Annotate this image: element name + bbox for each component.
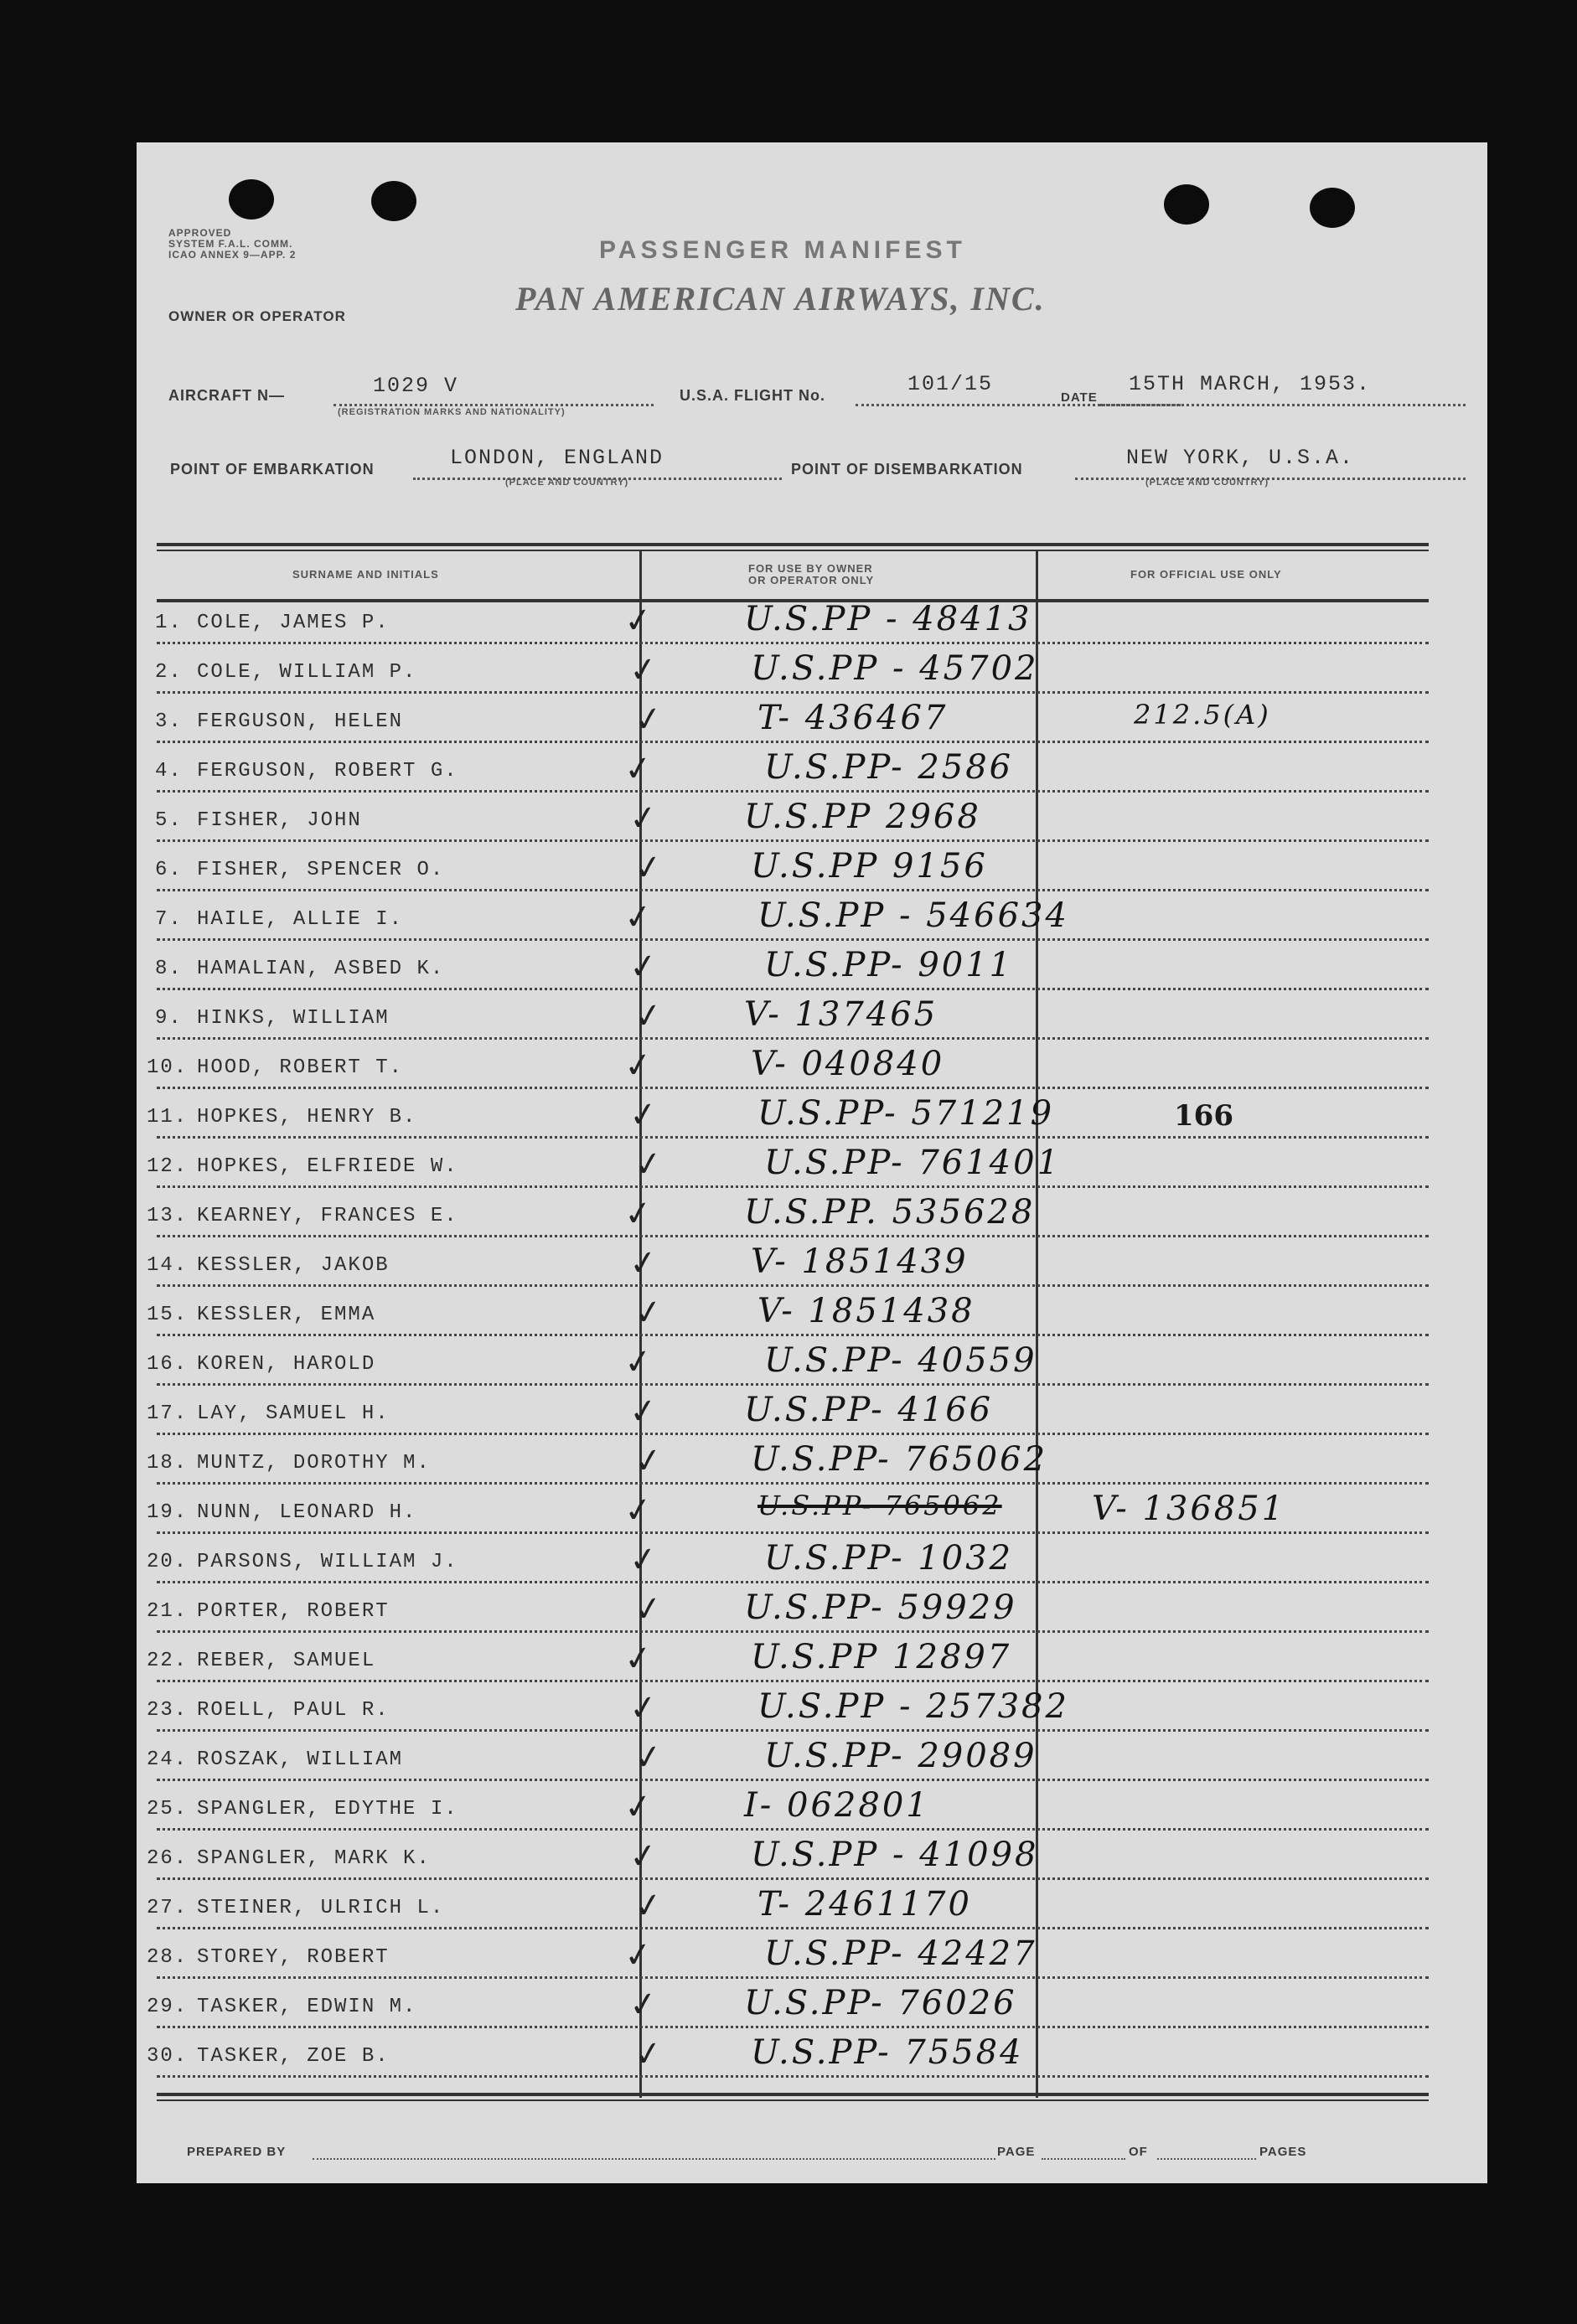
aircraft-sub: (REGISTRATION MARKS AND NATIONALITY)	[338, 407, 566, 417]
flight-value: 101/15	[907, 372, 994, 396]
row-rule	[157, 2075, 1429, 2078]
row-number: 27.	[147, 1897, 189, 1919]
passenger-name: FERGUSON, ROBERT G.	[197, 760, 458, 782]
checkmark-icon: ✓	[631, 1588, 665, 1631]
punch-hole	[371, 181, 416, 221]
row-rule	[157, 1136, 1429, 1139]
passenger-name: HOOD, ROBERT T.	[197, 1056, 404, 1079]
passport-number: U.S.PP - 41098	[751, 1836, 1039, 1874]
passport-number: U.S.PP- 40559	[764, 1341, 1037, 1380]
passport-number: V- 137465	[744, 995, 938, 1034]
passport-number: U.S.PP - 546634	[757, 896, 1069, 935]
punch-hole	[1310, 188, 1355, 228]
passenger-name: HAILE, ALLIE I.	[197, 908, 404, 931]
checkmark-icon: ✓	[621, 1192, 655, 1236]
company-name: PAN AMERICAN AIRWAYS, INC.	[515, 280, 1046, 318]
passport-number: U.S.PP- 1032	[764, 1539, 1014, 1578]
row-number: 29.	[147, 1996, 189, 2018]
checkmark-icon: ✓	[621, 1340, 655, 1384]
official-note: 212.5(A)	[1134, 699, 1271, 731]
row-rule	[157, 642, 1429, 644]
pages-label: PAGES	[1259, 2145, 1307, 2159]
checkmark-icon: ✓	[626, 1686, 660, 1730]
passenger-name: REBER, SAMUEL	[197, 1650, 376, 1672]
checkmark-icon: ✓	[621, 1044, 655, 1087]
passport-number: U.S.PP - 257382	[757, 1687, 1069, 1726]
passenger-name: STEINER, ULRICH L.	[197, 1897, 445, 1919]
row-rule	[157, 839, 1429, 842]
passport-number: V- 1851438	[757, 1292, 975, 1330]
checkmark-icon: ✓	[621, 1934, 655, 1977]
form-title: PASSENGER MANIFEST	[599, 236, 966, 264]
row-number: 22.	[147, 1650, 189, 1672]
row-rule	[157, 1235, 1429, 1237]
disembark-value: NEW YORK, U.S.A.	[1126, 446, 1355, 470]
passenger-name: ROELL, PAUL R.	[197, 1699, 390, 1722]
row-rule	[157, 1581, 1429, 1583]
passenger-name: COLE, WILLIAM P.	[197, 661, 417, 684]
punch-hole	[1164, 184, 1209, 225]
row-rule	[157, 790, 1429, 793]
row-number: 10.	[147, 1056, 189, 1079]
aircraft-label: AIRCRAFT N—	[168, 387, 285, 404]
checkmark-icon: ✓	[631, 1439, 665, 1483]
passport-number: T- 436467	[757, 699, 949, 737]
checkmark-icon: ✓	[631, 1291, 665, 1335]
passenger-name: PARSONS, WILLIAM J.	[197, 1551, 458, 1573]
checkmark-icon: ✓	[626, 1538, 660, 1582]
of-label: OF	[1129, 2145, 1148, 2159]
checkmark-icon: ✓	[621, 747, 655, 791]
passenger-name: KESSLER, EMMA	[197, 1304, 376, 1326]
checkmark-icon: ✓	[621, 1637, 655, 1681]
embark-sub: (PLACE AND COUNTRY)	[505, 478, 629, 488]
date-label: DATE	[1061, 390, 1098, 405]
row-rule	[157, 1729, 1429, 1732]
checkmark-icon: ✓	[631, 698, 665, 741]
checkmark-icon: ✓	[626, 1242, 660, 1285]
passport-number: U.S.PP- 42427	[764, 1934, 1037, 1973]
row-number: 4.	[155, 760, 183, 782]
passenger-name: MUNTZ, DOROTHY M.	[197, 1452, 431, 1474]
passenger-name: KOREN, HAROLD	[197, 1353, 376, 1376]
passenger-name: HAMALIAN, ASBED K.	[197, 958, 445, 980]
passenger-name: COLE, JAMES P.	[197, 612, 390, 634]
checkmark-icon: ✓	[626, 648, 660, 692]
row-number: 30.	[147, 2045, 189, 2068]
official-note: V- 136851	[1092, 1490, 1286, 1528]
passport-number: U.S.PP- 4166	[744, 1391, 994, 1429]
checkmark-icon: ✓	[626, 945, 660, 989]
row-number: 6.	[155, 859, 183, 881]
passenger-name: FISHER, SPENCER O.	[197, 859, 445, 881]
passenger-name: KEARNEY, FRANCES E.	[197, 1205, 458, 1227]
checkmark-icon: ✓	[631, 2032, 665, 2076]
column-header-surname: SURNAME AND INITIALS	[292, 568, 439, 581]
checkmark-icon: ✓	[626, 1983, 660, 2027]
official-note: 166	[1174, 1099, 1233, 1133]
row-number: 26.	[147, 1847, 189, 1870]
row-rule	[157, 1433, 1429, 1435]
row-number: 24.	[147, 1748, 189, 1771]
passenger-name: TASKER, ZOE B.	[197, 2045, 390, 2068]
checkmark-icon: ✓	[621, 599, 655, 643]
row-number: 18.	[147, 1452, 189, 1474]
passenger-name: HOPKES, HENRY B.	[197, 1106, 417, 1128]
checkmark-icon: ✓	[631, 994, 665, 1038]
date-value: 15TH MARCH, 1953.	[1129, 372, 1372, 396]
passport-number: U.S.PP- 59929	[744, 1588, 1017, 1627]
manifest-sheet	[137, 142, 1487, 2183]
passport-number: U.S.PP- 76026	[744, 1984, 1017, 2022]
row-number: 12.	[147, 1155, 189, 1178]
passport-number: U.S.PP- 75584	[751, 2033, 1024, 2072]
row-number: 20.	[147, 1551, 189, 1573]
checkmark-icon: ✓	[621, 896, 655, 939]
checkmark-icon: ✓	[631, 1143, 665, 1186]
row-rule	[157, 1284, 1429, 1287]
checkmark-icon: ✓	[626, 1093, 660, 1137]
checkmark-icon: ✓	[626, 797, 660, 840]
page-label: PAGE	[997, 2145, 1036, 2159]
row-number: 28.	[147, 1946, 189, 1969]
passenger-name: PORTER, ROBERT	[197, 1600, 390, 1623]
row-number: 25.	[147, 1798, 189, 1820]
passenger-name: FERGUSON, HELEN	[197, 710, 404, 733]
row-number: 13.	[147, 1205, 189, 1227]
row-rule	[157, 1680, 1429, 1682]
passport-number: U.S.PP- 765062	[751, 1440, 1048, 1479]
checkmark-icon: ✓	[621, 1489, 655, 1532]
row-rule	[157, 1531, 1429, 1534]
row-rule	[157, 1976, 1429, 1979]
passport-number: T- 2461170	[757, 1885, 972, 1924]
row-rule	[157, 1877, 1429, 1880]
row-number: 8.	[155, 958, 183, 980]
checkmark-icon: ✓	[626, 1835, 660, 1878]
row-rule	[157, 741, 1429, 743]
punch-hole	[229, 179, 274, 219]
embark-label: POINT OF EMBARKATION	[170, 461, 375, 478]
row-number: 7.	[155, 908, 183, 931]
approval-block: APPROVED SYSTEM F.A.L. COMM. ICAO ANNEX 9—APP. 2	[168, 227, 297, 261]
passenger-name: TASKER, EDWIN M.	[197, 1996, 417, 2018]
row-rule	[157, 1037, 1429, 1040]
passenger-name: SPANGLER, MARK K.	[197, 1847, 431, 1870]
disembark-label: POINT OF DISEMBARKATION	[791, 461, 1023, 478]
passport-number: U.S.PP- 571219	[757, 1094, 1055, 1133]
passport-number: U.S.PP. 535628	[744, 1193, 1036, 1232]
row-number: 11.	[147, 1106, 189, 1128]
row-number: 9.	[155, 1007, 183, 1030]
checkmark-icon: ✓	[621, 1785, 655, 1829]
row-rule	[157, 938, 1429, 941]
row-rule	[157, 889, 1429, 891]
row-number: 23.	[147, 1699, 189, 1722]
passport-number: U.S.PP- 761401	[764, 1144, 1062, 1182]
passenger-name: KESSLER, JAKOB	[197, 1254, 390, 1277]
row-number: 19.	[147, 1501, 189, 1524]
disembark-sub: (PLACE AND COUNTRY)	[1145, 478, 1269, 488]
passport-number: U.S.PP- 765062	[757, 1490, 1002, 1521]
row-number: 1.	[155, 612, 183, 634]
row-rule	[157, 1779, 1429, 1781]
passport-number: V- 1851439	[751, 1242, 969, 1281]
passport-number: U.S.PP 2968	[744, 798, 981, 836]
row-number: 2.	[155, 661, 183, 684]
passenger-name: NUNN, LEONARD H.	[197, 1501, 417, 1524]
checkmark-icon: ✓	[626, 1390, 660, 1433]
passenger-name: ROSZAK, WILLIAM	[197, 1748, 404, 1771]
checkmark-icon: ✓	[631, 1736, 665, 1779]
flight-label: U.S.A. FLIGHT No.	[680, 387, 825, 404]
row-rule	[157, 1087, 1429, 1089]
embark-value: LONDON, ENGLAND	[450, 446, 664, 470]
passenger-name: LAY, SAMUEL H.	[197, 1402, 390, 1425]
checkmark-icon: ✓	[631, 846, 665, 890]
row-rule	[157, 1630, 1429, 1633]
aircraft-value: 1029 V	[373, 374, 459, 398]
passport-number: U.S.PP- 2586	[764, 748, 1014, 787]
owner-label: OWNER OR OPERATOR	[168, 308, 346, 324]
row-number: 15.	[147, 1304, 189, 1326]
passport-number: U.S.PP - 48413	[744, 600, 1032, 638]
passport-number: U.S.PP- 29089	[764, 1737, 1037, 1775]
column-header-official: FOR OFFICIAL USE ONLY	[1130, 568, 1282, 581]
row-number: 21.	[147, 1600, 189, 1623]
passenger-name: FISHER, JOHN	[197, 809, 362, 832]
row-rule	[157, 1482, 1429, 1485]
row-number: 3.	[155, 710, 183, 733]
row-rule	[157, 1185, 1429, 1188]
passenger-name: HINKS, WILLIAM	[197, 1007, 390, 1030]
row-rule	[157, 1927, 1429, 1929]
passport-number: I- 062801	[744, 1786, 930, 1825]
row-number: 17.	[147, 1402, 189, 1425]
passport-number: U.S.PP 9156	[751, 847, 988, 886]
row-rule	[157, 1828, 1429, 1831]
passport-number: U.S.PP - 45702	[751, 649, 1039, 688]
passport-number: U.S.PP- 9011	[764, 946, 1014, 984]
row-rule	[157, 1334, 1429, 1336]
row-rule	[157, 691, 1429, 694]
row-number: 5.	[155, 809, 183, 832]
passenger-name: STOREY, ROBERT	[197, 1946, 390, 1969]
row-number: 16.	[147, 1353, 189, 1376]
prepared-by-label: PREPARED BY	[187, 2145, 287, 2159]
passport-number: U.S.PP 12897	[751, 1638, 1012, 1676]
row-number: 14.	[147, 1254, 189, 1277]
passenger-name: HOPKES, ELFRIEDE W.	[197, 1155, 458, 1178]
column-header-owner-use: FOR USE BY OWNER OR OPERATOR ONLY	[748, 562, 875, 586]
passport-number: V- 040840	[751, 1045, 945, 1083]
row-rule	[157, 988, 1429, 990]
passenger-name: SPANGLER, EDYTHE I.	[197, 1798, 458, 1820]
row-rule	[157, 2026, 1429, 2028]
checkmark-icon: ✓	[631, 1884, 665, 1928]
row-rule	[157, 1383, 1429, 1386]
